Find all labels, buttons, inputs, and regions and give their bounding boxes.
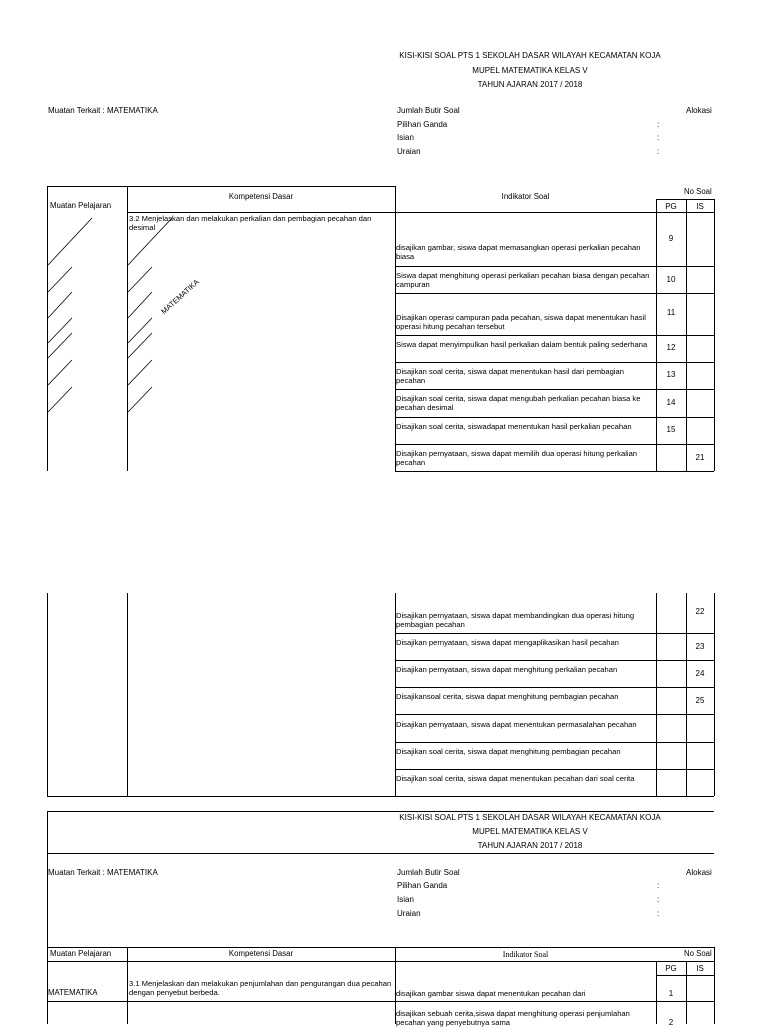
doc2-kompetensi-dasar-text: 3.1 Menjelaskan dan melakukan penjumlahan dan pengurangan dua pecahan dengan penyebut berbeda. (129, 979, 392, 997)
doc2-pilihan-ganda-label: Pilihan Ganda (397, 881, 448, 890)
doc2-muatan-matematika: MATEMATIKA (48, 988, 98, 997)
doc1-row-1-pg: 9 (668, 234, 674, 243)
doc2-row-1-indikator: disajikan gambar siswa dapat menentukan pecahan dari (396, 989, 586, 998)
doc1-header-is: IS (696, 202, 704, 211)
doc1-cont-row-5-indikator: Disajikan pernyataan, siswa dapat menentukan permasalahan pecahan (396, 720, 637, 729)
doc1-row-8-indikator: Disajikan pernyataan, siswa dapat memilih dua operasi hitung perkalian pecahan (396, 449, 638, 467)
doc2-header-kompetensi-dasar: Kompetensi Dasar (228, 949, 294, 958)
doc1-row-7-indikator: Disajikan soal cerita, siswadapat menentukan hasil perkalian pecahan (396, 422, 632, 431)
doc1-row-7-pg: 15 (666, 425, 676, 434)
doc2-isian-label: Isian (397, 895, 414, 904)
doc1-row-5-indikator: Disajikan soal cerita, siswa dapat menentukan hasil dari pembagian pecahan (396, 367, 624, 385)
doc2-title-line-2: MUPEL MATEMATIKA KELAS V (472, 827, 588, 836)
doc1-row-4-indikator: Siswa dapat menyimpulkan hasil perkalian dalam bentuk paling sederhana (396, 340, 648, 349)
doc1-title-line-2: MUPEL MATEMATIKA KELAS V (472, 66, 588, 75)
doc1-cont-row-4-is: 25 (695, 696, 705, 705)
doc2-row-1-pg: 1 (668, 989, 674, 998)
doc1-cont-row-7-indikator: Disajikan soal cerita, siswa dapat menentukan pecahan dari soal cerita (396, 774, 635, 783)
doc2-title-line-3: TAHUN AJARAN 2017 / 2018 (477, 841, 583, 850)
doc1-header-no-soal: No Soal (684, 187, 712, 196)
doc1-cont-row-3-is: 24 (695, 669, 705, 678)
doc1-cont-row-2-is: 23 (695, 642, 705, 651)
doc2-isian-colon: : (657, 895, 660, 904)
doc1-jumlah-butir-label: Jumlah Butir Soal (397, 106, 460, 115)
doc1-row-5-pg: 13 (666, 370, 676, 379)
doc1-cont-row-2-indikator: Disajikan pernyataan, siswa dapat mengaplikasikan hasil pecahan (396, 638, 619, 647)
doc1-diagonal-strokes (40, 210, 180, 450)
doc2-row-2-pg: 2 (668, 1018, 674, 1027)
doc2-header-is: IS (696, 964, 704, 973)
doc1-title-line-3: TAHUN AJARAN 2017 / 2018 (477, 80, 583, 89)
doc1-cont-row-3-indikator: Disajikan pernyataan, siswa dapat menghitung perkalian pecahan (396, 665, 618, 674)
doc1-title-line-1: KISI-KISI SOAL PTS 1 SEKOLAH DASAR WILAYAH KECAMATAN KOJA (399, 51, 661, 60)
doc1-row-1-indikator: disajikan gambar, siswa dapat memasangkan operasi perkalian pecahan biasa (396, 243, 641, 261)
doc1-cont-row-1-is: 22 (695, 607, 705, 616)
doc2-muatan-terkait: Muatan Terkait : MATEMATIKA (48, 868, 158, 877)
doc1-cont-row-1-indikator: Disajikan pernyataan, siswa dapat membandingkan dua operasi hitung pembagian pecahan (396, 611, 635, 629)
doc1-header-muatan-pelajaran: Muatan Pelajaran (50, 201, 112, 210)
doc2-uraian-label: Uraian (397, 909, 421, 918)
doc2-header-no-soal: No Soal (684, 949, 712, 958)
doc2-header-pg: PG (665, 964, 677, 973)
doc1-row-4-pg: 12 (666, 343, 676, 352)
doc1-row-6-indikator: Disajikan soal cerita, siswa dapat mengubah perkalian pecahan biasa ke pecahan desimal (396, 394, 641, 412)
doc1-header-indikator-soal: Indikator Soal (501, 192, 550, 201)
doc1-row-2-pg: 10 (666, 275, 676, 284)
doc2-row-2-indikator: disajikan sebuah cerita,siswa dapat menghitung operasi penjumlahan pecahan yang penyebutnya sama (396, 1009, 630, 1027)
doc2-title-line-1: KISI-KISI SOAL PTS 1 SEKOLAH DASAR WILAYAH KECAMATAN KOJA (399, 813, 661, 822)
doc2-header-indikator-soal: Indikator Soal (502, 950, 549, 959)
doc1-header-kompetensi-dasar: Kompetensi Dasar (228, 192, 294, 201)
doc1-isian-label: Isian (397, 133, 414, 142)
doc1-alokasi-label: Alokasi (686, 106, 712, 115)
doc2-header-muatan-pelajaran: Muatan Pelajaran (50, 949, 112, 958)
doc1-pilihan-ganda-label: Pilihan Ganda (397, 120, 448, 129)
doc1-uraian-label: Uraian (397, 147, 421, 156)
doc1-row-3-pg: 11 (666, 308, 676, 317)
doc2-jumlah-butir-label: Jumlah Butir Soal (397, 868, 460, 877)
doc1-muatan-terkait: Muatan Terkait : MATEMATIKA (48, 106, 158, 115)
doc2-alokasi-label: Alokasi (686, 868, 712, 877)
doc1-row-8-is: 21 (695, 453, 705, 462)
doc2-uraian-colon: : (657, 909, 660, 918)
doc1-kompetensi-dasar-text: 3.2 Menjelaskan dan melakukan perkalian dan pembagian pecahan dan desimal (129, 214, 372, 232)
doc1-isian-colon: : (657, 133, 660, 142)
doc1-header-pg: PG (665, 202, 677, 211)
doc1-row-2-indikator: Siswa dapat menghitung operasi perkalian pecahan biasa dengan pecahan campuran (396, 271, 650, 289)
doc2-pilihan-ganda-colon: : (657, 881, 660, 890)
doc1-cont-row-4-indikator: Disajikansoal cerita, siswa dapat menghitung pembagian pecahan (396, 692, 619, 701)
doc1-row-6-pg: 14 (666, 398, 676, 407)
doc1-pilihan-ganda-colon: : (657, 120, 660, 129)
doc1-uraian-colon: : (657, 147, 660, 156)
doc1-rotated-matematika-label: MATEMATIKA (159, 277, 201, 316)
doc1-cont-row-6-indikator: Disajikan soal cerita, siswa dapat menghitung pembagian pecahan (396, 747, 621, 756)
doc1-row-3-indikator: Disajikan operasi campuran pada pecahan, siswa dapat menentukan hasil operasi hitung pecahan tersebut (396, 313, 646, 331)
